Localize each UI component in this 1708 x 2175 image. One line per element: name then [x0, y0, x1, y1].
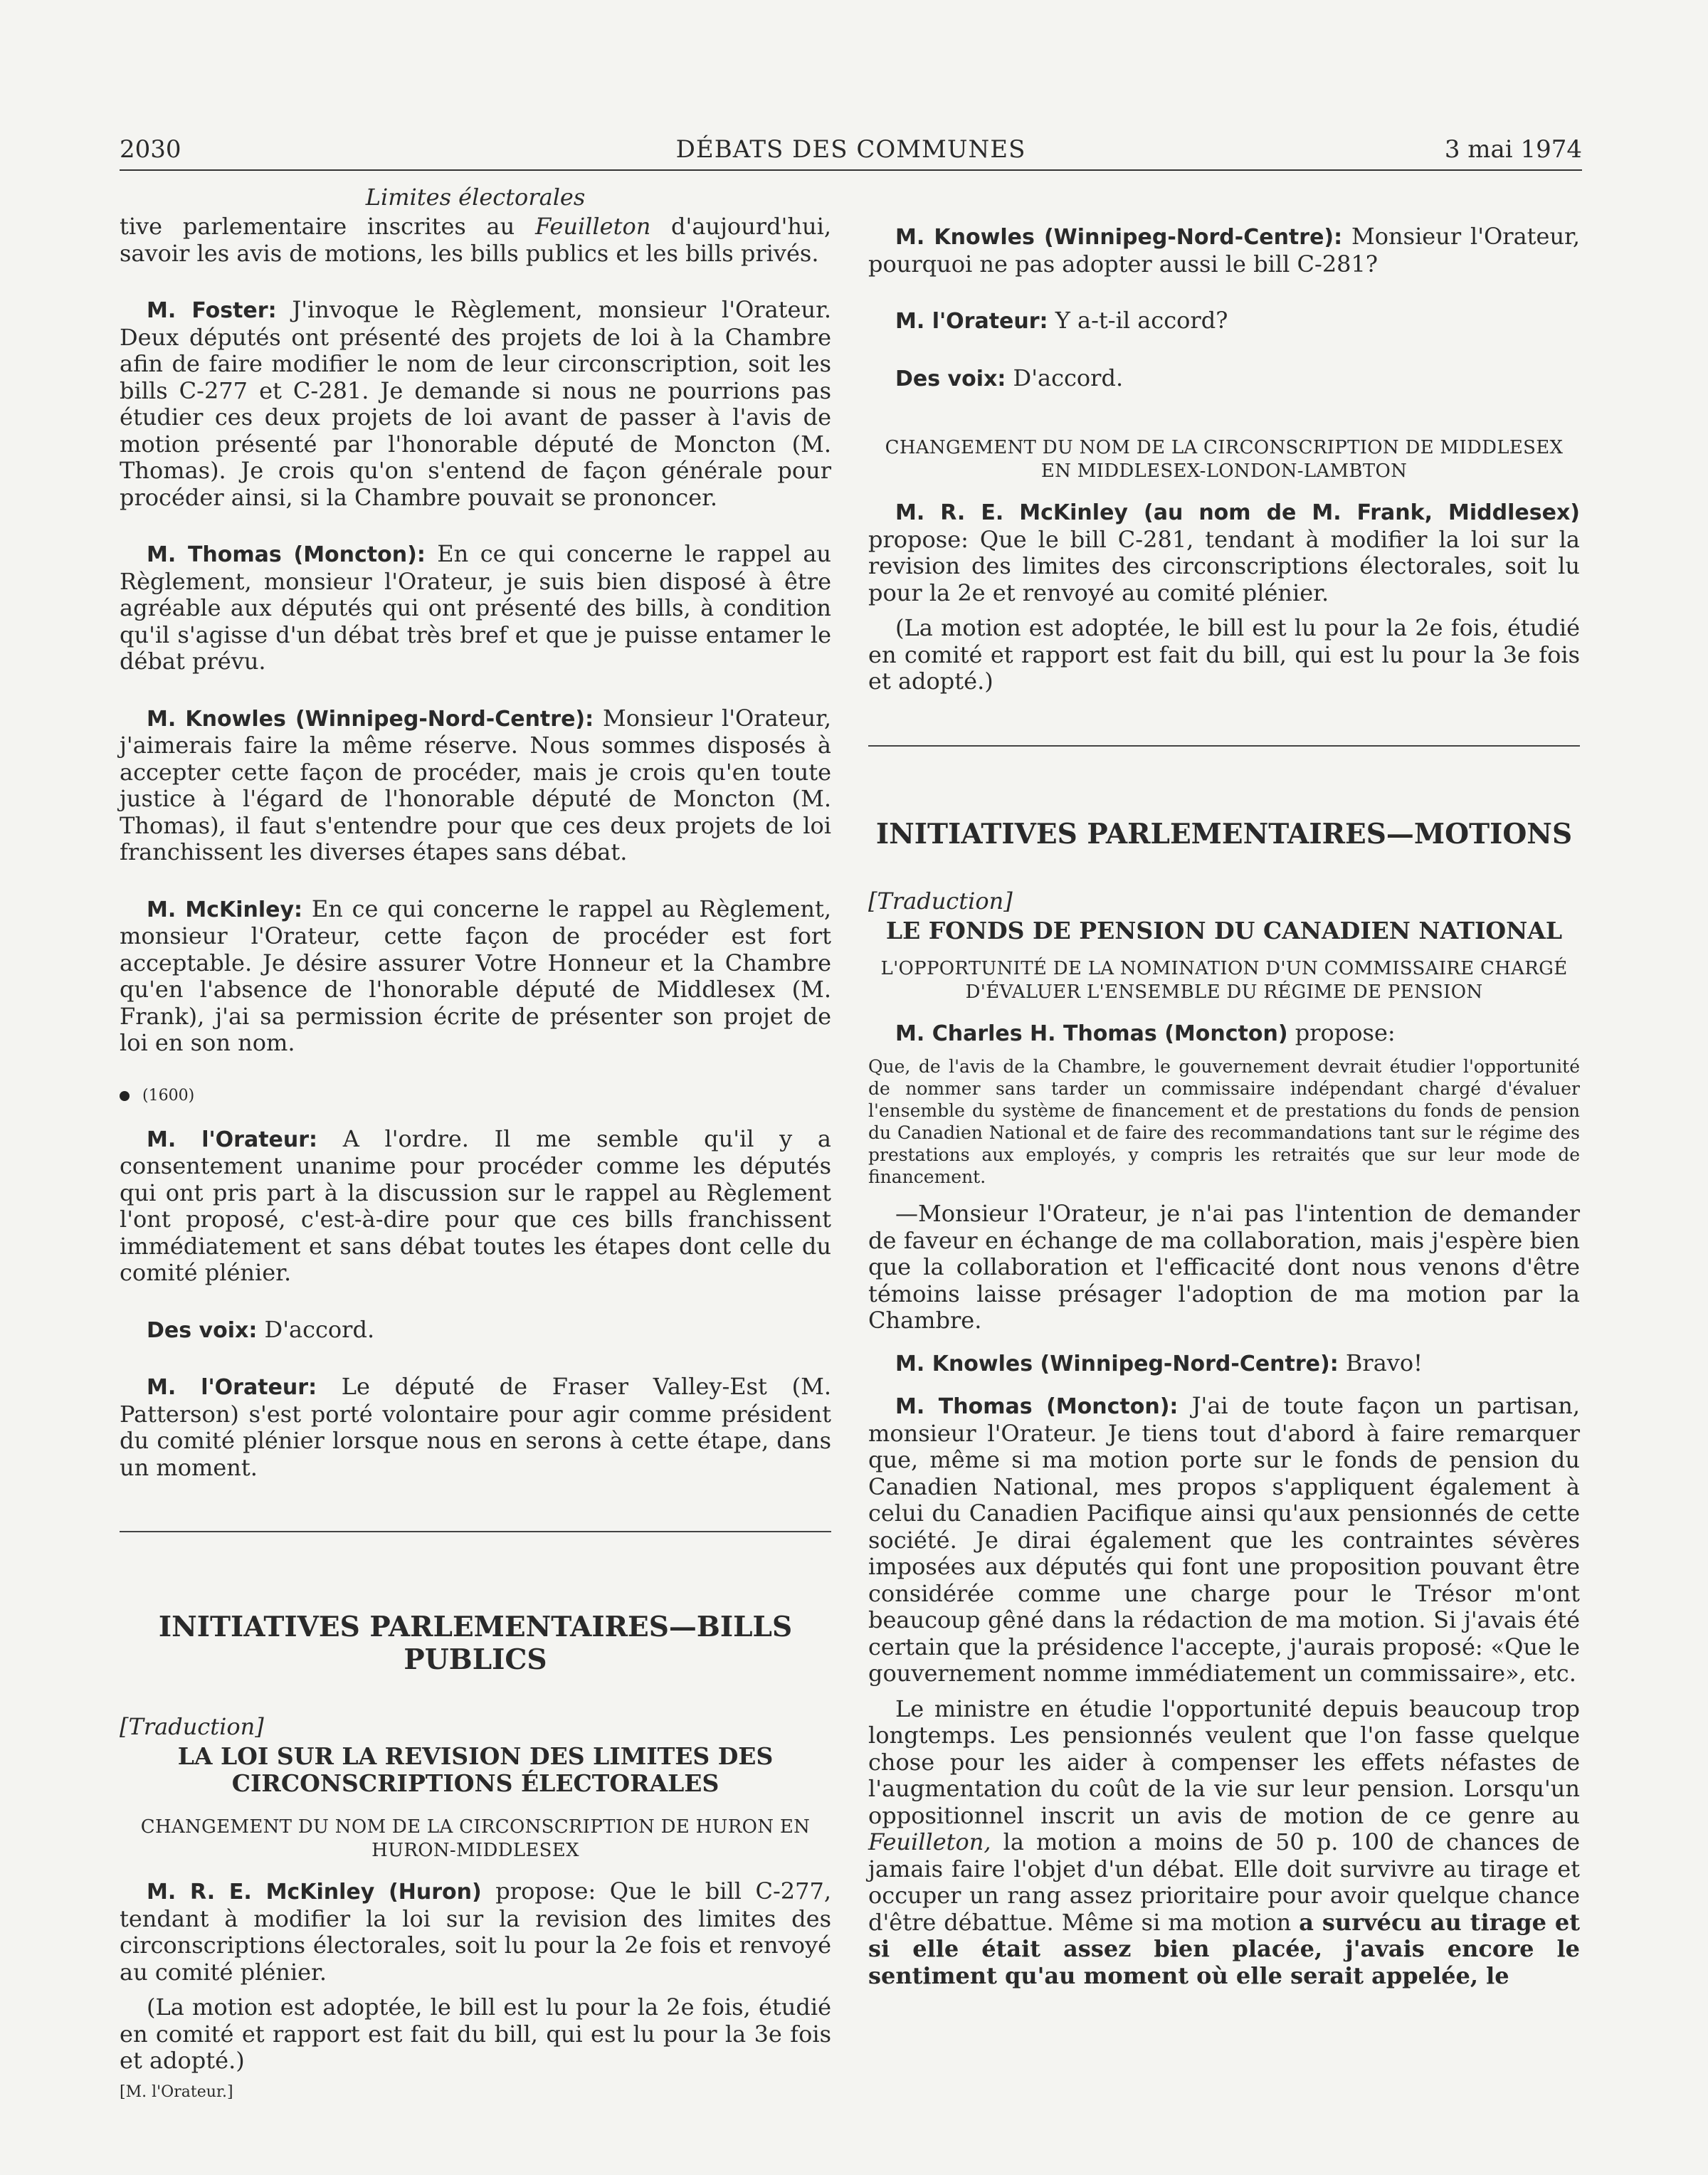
right-column	[868, 184, 1580, 1998]
section-title-motions: INITIATIVES PARLEMENTAIRES—MOTIONS	[875, 817, 1573, 850]
thomas-opening: —Monsieur l'Orateur, je n'ai pas l'intention de demander de faveur en échange de ma collaboration, mais j'espère bien que la collaboration et l'efficacité dont nous venons d'être témoins laisse présager l'adoption de ma motion par la Chambre.	[868, 1200, 1580, 1334]
speaker-name: M. Charles H. Thomas (Moncton)	[895, 1021, 1288, 1046]
speech-knowles-2: M. Knowles (Winnipeg-Nord-Centre): Monsieur l'Orateur, pourquoi ne pas adopter aussi le bill C-281?	[868, 223, 1581, 278]
speech-foster: M. Foster: J'invoque le Règlement, monsieur l'Orateur. Deux députés ont présenté des projets de loi à la Chambre afin de faire modifier le nom de leur circonscription, soit les bills C-277 et C-281. Je demande si nous ne pourrions pas étudier ces deux projets de loi avant de passer à l'avis de motion présenté par l'honorable député de Moncton (M. Thomas). Je crois qu'on s'entend de façon générale pour procéder ainsi, si la Chambre pouvait se prononcer.	[120, 296, 832, 511]
translation-note: [Traduction]	[120, 1713, 264, 1740]
speaker-name: M. l'Orateur:	[147, 1375, 317, 1400]
motion-text: Que, de l'avis de la Chambre, le gouvernement devrait étudier l'opportunité de nommer sans tarder un commissaire indépendant chargé d'évaluer l'ensemble du système de financement et de prestations du fonds de pension du Canadien National et de faire des recommandations tant sur le régime des prestations aux employés, y compris les retraités que sur leur mode de financement.	[868, 1056, 1580, 1187]
paragraph-continued: tive parlementaire inscrites au Feuilleton d'aujourd'hui, savoir les avis de motions, les bills publics et les bills privés.	[120, 213, 831, 267]
speaker-name: Des voix:	[147, 1317, 258, 1343]
page-number: 2030	[120, 135, 181, 164]
speech-mckinley-frank: M. R. E. McKinley (au nom de M. Frank, Middlesex) propose: Que le bill C-281, tendant à modifier la loi sur la revision des limites des circonscriptions électorales, soit lu pour la 2e et renvoyé au comité plénier.	[868, 500, 1580, 606]
speaker-name: M. Thomas (Moncton):	[895, 1394, 1179, 1419]
section-divider	[868, 745, 1580, 747]
bill-subtitle: CHANGEMENT DU NOM DE LA CIRCONSCRIPTION DE HURON EN HURON-MIDDLESEX	[140, 1816, 811, 1861]
speaker-name: M. Knowles (Winnipeg-Nord-Centre):	[895, 225, 1343, 250]
speech-thomas-2: M. Thomas (Moncton): J'ai de toute façon un partisan, monsieur l'Orateur. Je tiens tout d'abord à faire remarquer que, même si ma motion porte sur le fonds de pension du Canadien National, mes propos s'appliquent également à celui du Canadien Pacifique ainsi qu'aux pensionnés de cette société. Je dirai également que les contraintes sévères imposées aux députés qui font une proposition pouvant être considérée comme une charge pour le Trésor m'ont beaucoup gêné dans la rédaction de ma motion. Si j'avais été certain que la présidence l'accepte, j'aurais proposé: «Que le gouvernement nomme immédiatement un commissaire», etc.	[868, 1392, 1581, 1687]
bill-subtitle-middlesex: CHANGEMENT DU NOM DE LA CIRCONSCRIPTION DE MIDDLESEX EN MIDDLESEX-LONDON-LAMBTON	[885, 437, 1564, 482]
time-marker: (1600)	[120, 1087, 831, 1105]
fund-title: LE FONDS DE PENSION DU CANADIEN NATIONAL	[885, 916, 1563, 944]
speaker-name: M. R. E. McKinley (Huron)	[147, 1880, 482, 1905]
speech-orateur-2: M. l'Orateur: Le député de Fraser Valley-Est (M. Patterson) s'est porté volontaire pour agir comme président du comité plénier lorsque nous en serons à cette étape, dans un moment.	[120, 1373, 832, 1481]
speech-knowles: M. Knowles (Winnipeg-Nord-Centre): Monsieur l'Orateur, j'aimerais faire la même réserve. Nous sommes disposés à accepter cette façon de procéder, mais je crois qu'en toute justice à l'égard de l'honorable député de Moncton (M. Thomas), il faut s'entendre pour que ces deux projets de loi franchissent les diverses étapes sans débat.	[120, 704, 832, 865]
fund-subtitle: L'OPPORTUNITÉ DE LA NOMINATION D'UN COMMISSAIRE CHARGÉ D'ÉVALUER L'ENSEMBLE DU RÉGIME DE PENSION	[880, 957, 1568, 1003]
speaker-name: M. Foster:	[147, 298, 277, 323]
bullet-icon	[120, 1091, 130, 1101]
motion-adopted-note-2: (La motion est adoptée, le bill est lu pour la 2e fois, étudié en comité et rapport est fait du bill, qui est lu pour la 3e fois et adopté.)	[868, 614, 1580, 695]
page-date: 3 mai 1974	[1444, 135, 1582, 164]
speaker-name: M. Knowles (Winnipeg-Nord-Centre):	[147, 706, 594, 732]
speech-mckinley: M. McKinley: En ce qui concerne le rappel au Règlement, monsieur l'Orateur, cette façon de procéder est fort acceptable. Je désire assurer Votre Honneur et la Chambre qu'en l'absence de l'honorable député de Middlesex (M. Frank), j'ai sa permission écrite de présenter son projet de loi en son nom.	[120, 895, 832, 1056]
section-divider	[120, 1531, 831, 1532]
speech-charles-thomas: M. Charles H. Thomas (Moncton) propose:	[895, 1018, 1396, 1046]
speech-mckinley-huron: M. R. E. McKinley (Huron) propose: Que le bill C-277, tendant à modifier la loi sur la revision des limites des circonscriptions électorales, soit lu pour la 2e fois et renvoyé au comité plénier.	[120, 1878, 832, 1986]
speech-thomas: M. Thomas (Moncton): En ce qui concerne le rappel au Règlement, monsieur l'Orateur, je suis bien disposé à être agréable aux députés qui ont présenté des bills, à condition qu'il s'agisse d'un débat très bref et que je puisse entamer le débat prévu.	[120, 540, 832, 675]
footer-tag: [M. l'Orateur.]	[120, 2082, 233, 2101]
speech-voix: Des voix: D'accord.	[147, 1315, 375, 1343]
translation-note: [Traduction]	[868, 887, 1013, 915]
header-rule	[120, 169, 1582, 171]
speaker-name: M. McKinley:	[147, 897, 303, 922]
speaker-name: M. l'Orateur:	[147, 1127, 318, 1152]
speaker-name: Des voix:	[895, 366, 1006, 391]
speaker-name: M. Thomas (Moncton):	[147, 542, 426, 567]
section-title-bills: INITIATIVES PARLEMENTAIRES—BILLS PUBLICS	[158, 1611, 793, 1676]
bill-title: LA LOI SUR LA REVISION DES LIMITES DES CIRCONSCRIPTIONS ÉLECTORALES	[177, 1742, 774, 1797]
paragraph-final: Le ministre en étudie l'opportunité depuis beaucoup trop longtemps. Les pensionnés veulent que l'on fasse quelque chose pour les aider à compenser les effets néfastes de l'augmentation du coût de la vie sur leur pension. Lorsqu'un oppositionnel inscrit un avis de motion de ce genre au Feuilleton, la motion a moins de 50 p. 100 de chances de jamais faire l'objet d'un débat. Elle doit survivre au tirage et occuper un rang assez prioritaire pour avoir quelque chance d'être débattue. Même si ma motion a survécu au tirage et si elle était assez bien placée, j'avais encore le sentiment qu'au moment où elle serait appelée, le	[868, 1695, 1581, 1989]
speech-orateur-3: M. l'Orateur: Y a-t-il accord?	[895, 307, 1228, 334]
speaker-name: M. l'Orateur:	[895, 309, 1048, 334]
speech-knowles-3: M. Knowles (Winnipeg-Nord-Centre): Bravo!	[895, 1349, 1423, 1376]
speech-orateur-1: M. l'Orateur: A l'ordre. Il me semble qu'il y a consentement unanime pour procéder comme les députés qui ont pris part à la discussion sur le rappel au Règlement l'ont proposé, c'est-à-dire pour que ces bills franchissent immédiatement et sans débat toutes les étapes dont celle du comité plénier.	[120, 1125, 832, 1286]
journal-title: DÉBATS DES COMMUNES	[675, 135, 1026, 164]
left-column	[120, 184, 831, 2101]
page-header	[120, 135, 1582, 171]
speech-voix-2: Des voix: D'accord.	[895, 364, 1124, 391]
motion-adopted-note: (La motion est adoptée, le bill est lu pour la 2e fois, étudié en comité et rapport est fait du bill, qui est lu pour la 3e fois et adopté.)	[120, 1994, 831, 2074]
speaker-name: M. R. E. McKinley (au nom de M. Frank, Middlesex)	[895, 500, 1580, 525]
running-head: Limites électorales	[365, 184, 586, 211]
speaker-name: M. Knowles (Winnipeg-Nord-Centre):	[895, 1351, 1339, 1376]
